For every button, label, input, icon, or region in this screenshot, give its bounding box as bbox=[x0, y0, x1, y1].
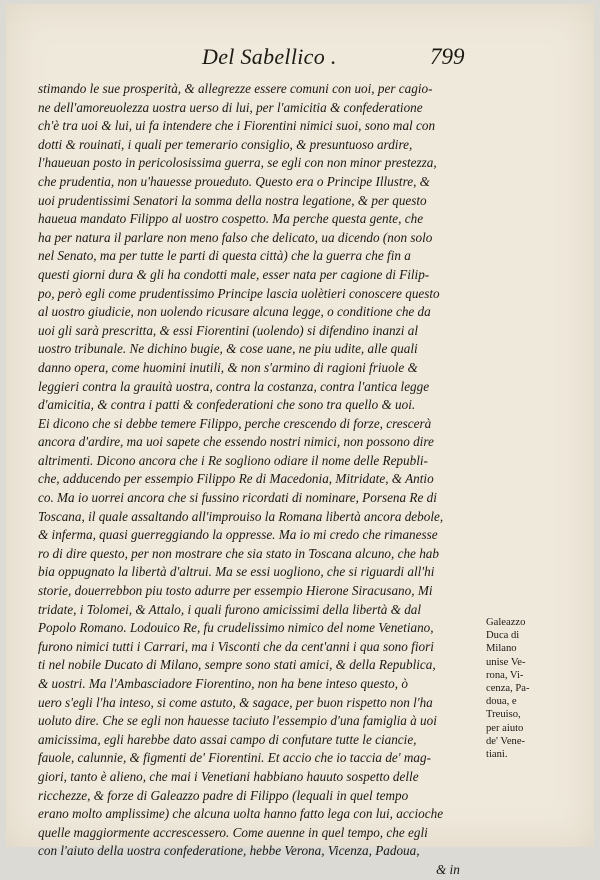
text-line: uostro tribunale. Ne dichino bugie, & cose uane, ne piu udite, alle quali bbox=[38, 341, 418, 357]
margin-note-line: per aiuto bbox=[486, 722, 524, 734]
text-line: ricchezze, & forze di Galeazzo padre di Filippo (lequali in quel tempo bbox=[38, 787, 409, 803]
text-line: furono nimici tutti i Carrari, ma i Visconti che da cent'anni i qua sono fiori bbox=[38, 638, 434, 654]
text-line: quelle maggiormente accrescessero. Come auenne in quel tempo, che egli bbox=[38, 824, 428, 840]
text-line: uoi prudentissimi Senatori la somma della nostra legatione, & per questo bbox=[38, 192, 427, 208]
text-line: haueua mandato Filippo al uostro cospetto. Ma perche questa gente, che bbox=[38, 211, 424, 227]
margin-note bbox=[486, 616, 556, 761]
text-line: questi giorni dura & gli ha condotti male, esser nata per cagione di Filip- bbox=[38, 266, 430, 282]
margin-note-line: doua, e bbox=[486, 696, 517, 708]
text-line: storie, douerrebbon piu tosto adurre per essempio Hierone Siracusano, Mi bbox=[38, 583, 433, 599]
text-line: & uostri. Ma l'Ambasciadore Fiorentino, non ha bene inteso questo, ò bbox=[38, 676, 408, 691]
text-line: che, adducendo per essempio Filippo Re di Macedonia, Mitridate, & Antio bbox=[38, 471, 434, 487]
text-line: fauole, calunnie, & figmenti de' Fiorentini. Et accio che io taccia de' mag- bbox=[38, 750, 431, 766]
margin-note-line: de' Vene- bbox=[486, 735, 526, 747]
text-line: ti nel nobile Ducato di Milano, sempre sono stati amici, & della Republica, bbox=[38, 657, 436, 673]
text-line: d'amicitia, & contra i patti & confederationi che sono tra quello & uoi. bbox=[38, 397, 416, 413]
text-line: co. Ma io uorrei ancora che si fussino ricordati di nominare, Porsena Re di bbox=[38, 490, 437, 506]
text-line: altrimenti. Dicono ancora che i Re sogliono odiare il nome delle Republi- bbox=[38, 452, 428, 468]
book-page bbox=[6, 4, 594, 877]
margin-note-line: Duca di bbox=[486, 630, 520, 642]
text-line: ch'è tra uoi & lui, ui fa intendere che i Fiorentini nimici suoi, sono mal con bbox=[38, 118, 436, 134]
text-line: ne dell'amoreuolezza uostra uerso di lui, per l'amicitia & confederatione bbox=[38, 99, 423, 115]
text-line: uoluto dire. Che se egli non hauesse taciuto l'essempio d'una famiglia à uoi bbox=[38, 713, 437, 729]
text-line: leggieri contra la grauità uostra, contra la costanza, contra l'antica legge bbox=[38, 378, 430, 394]
text-line: giori, tanto è alieno, che mai i Venetiani habbiano hauuto sospetto delle bbox=[38, 768, 419, 784]
text-line: po, però egli come prudentissimo Principe lascia uolètieri conoscere questo bbox=[38, 285, 440, 301]
margin-note-line: Galeazzo bbox=[486, 617, 526, 628]
text-line: & in bbox=[436, 861, 460, 877]
page-number: 799 bbox=[430, 44, 465, 69]
text-line: bia oppugnato la libertà d'altrui. Ma se essi uogliono, che si riguardi all'hi bbox=[38, 564, 435, 580]
body-text bbox=[38, 80, 468, 880]
margin-note-line: rona, Vi- bbox=[486, 669, 524, 681]
text-line: l'haueuan posto in pericolosissima guerra, se egli con non minor prestezza, bbox=[38, 155, 437, 171]
margin-note-line: Milano bbox=[486, 643, 517, 655]
text-line: danno opera, come huomini inutili, & non s'armino di ragioni friuole & bbox=[38, 359, 418, 375]
text-line: ancora d'ardire, ma uoi sapete che essendo nostri nimici, non possono dire bbox=[38, 434, 434, 450]
margin-note-line: Treuiso, bbox=[486, 709, 521, 721]
text-line: uoi gli sarà prescritta, & essi Fiorentini (uolendo) si difendino inanzi al bbox=[38, 322, 418, 338]
text-line: che prudentia, non u'hauesse proueduto. Questo era o Principe Illustre, & bbox=[38, 173, 430, 189]
text-line: ha per natura il parlare non meno falso che delicato, ua dicendo (non solo bbox=[38, 229, 433, 245]
text-line: tridate, i Tolomei, & Attalo, i quali furono amicissimi della libertà & dal bbox=[38, 601, 422, 617]
margin-note-line: tiani. bbox=[486, 748, 508, 760]
text-line: con l'aiuto della uostra confederatione, hebbe Verona, Vicenza, Padoua, bbox=[38, 843, 420, 859]
text-line: & inferma, quasi guerreggiando la oppresse. Ma io mi credo che rimanesse bbox=[38, 527, 438, 543]
text-line: erano molto amplissime) che alcuna uolta hanno fatto lega con lui, accioche bbox=[38, 806, 444, 822]
text-line: Popolo Romano. Lodouico Re, fu crudelissimo nimico del nome Venetiano, bbox=[38, 620, 434, 636]
text-line: al uostro giudicie, non uolendo ricusare alcuna legge, o conditione che da bbox=[38, 304, 431, 320]
text-line: stimando le sue prosperità, & allegrezze essere comuni con uoi, per cagio- bbox=[38, 81, 433, 96]
text-line: ro di dire questo, per non mostrare che sia stato in Toscana alcuno, che hab bbox=[38, 545, 439, 561]
margin-note-line: unise Ve- bbox=[486, 656, 526, 668]
text-line: amicissima, egli harebbe dato assai campo di confutare tutte le ciancie, bbox=[38, 731, 417, 747]
page-header bbox=[6, 44, 594, 78]
text-line: dotti & rouinati, i quali per temerario consiglio, & presuntuoso ardire, bbox=[38, 136, 413, 152]
text-line: uero s'egli l'ha inteso, si come astuto, & sagace, per buon rispetto non l'ha bbox=[38, 694, 433, 710]
text-line: Toscana, il quale assaltando all'improuiso la Romana libertà ancora debole, bbox=[38, 508, 444, 524]
text-line: Ei dicono che si debbe temere Filippo, perche crescendo di forze, crescerà bbox=[38, 415, 432, 431]
running-title: Del Sabellico . bbox=[202, 44, 337, 69]
margin-note-line: cenza, Pa- bbox=[486, 682, 530, 694]
text-line: nel Senato, ma per tutte le parti di questa città) che la guerra che fin a bbox=[38, 248, 411, 264]
